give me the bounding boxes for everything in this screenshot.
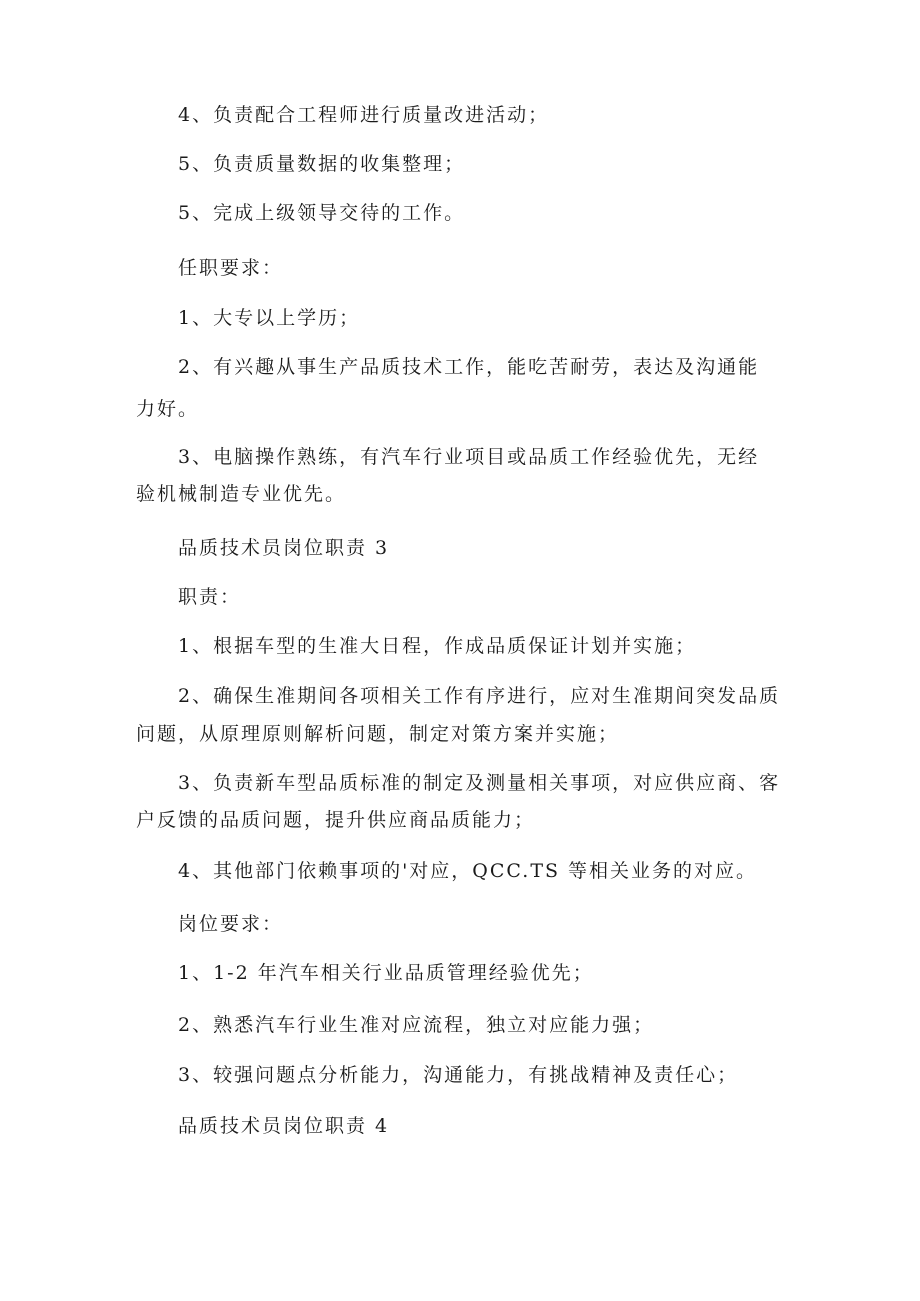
paragraph-line-continued: 验机械制造专业优先。 bbox=[136, 483, 347, 505]
paragraph-line-continued: 户反馈的品质问题，提升供应商品质能力； bbox=[136, 809, 536, 831]
section-title: 品质技术员岗位职责 3 bbox=[178, 537, 390, 559]
paragraph-line: 3、负责新车型品质标准的制定及测量相关事项，对应供应商、客 bbox=[178, 772, 781, 794]
section-heading: 岗位要求： bbox=[178, 913, 284, 935]
section-heading: 职责： bbox=[178, 586, 242, 608]
paragraph-line-continued: 力好。 bbox=[136, 398, 200, 420]
paragraph-line: 1、根据车型的生准大日程，作成品质保证计划并实施； bbox=[178, 635, 697, 657]
paragraph-line: 3、较强问题点分析能力，沟通能力，有挑战精神及责任心； bbox=[178, 1064, 739, 1086]
paragraph-line: 3、电脑操作熟练，有汽车行业项目或品质工作经验优先，无经 bbox=[178, 446, 760, 468]
paragraph-line: 1、1-2 年汽车相关行业品质管理经验优先； bbox=[178, 962, 594, 984]
paragraph-line-continued: 问题，从原理原则解析问题，制定对策方案并实施； bbox=[136, 723, 620, 745]
paragraph-line: 4、其他部门依赖事项的'对应，QCC.TS 等相关业务的对应。 bbox=[178, 860, 758, 882]
paragraph-line: 4、负责配合工程师进行质量改进活动； bbox=[178, 104, 550, 126]
paragraph-line: 5、负责质量数据的收集整理； bbox=[178, 153, 466, 175]
paragraph-line: 1、大专以上学历； bbox=[178, 307, 361, 329]
paragraph-line: 2、熟悉汽车行业生准对应流程，独立对应能力强； bbox=[178, 1014, 655, 1036]
paragraph-line: 2、确保生准期间各项相关工作有序进行，应对生准期间突发品质 bbox=[178, 685, 781, 707]
paragraph-line: 2、有兴趣从事生产品质技术工作，能吃苦耐劳，表达及沟通能 bbox=[178, 356, 760, 378]
section-heading: 任职要求： bbox=[178, 257, 284, 279]
paragraph-line: 5、完成上级领导交待的工作。 bbox=[178, 202, 466, 224]
section-title: 品质技术员岗位职责 4 bbox=[178, 1115, 390, 1137]
